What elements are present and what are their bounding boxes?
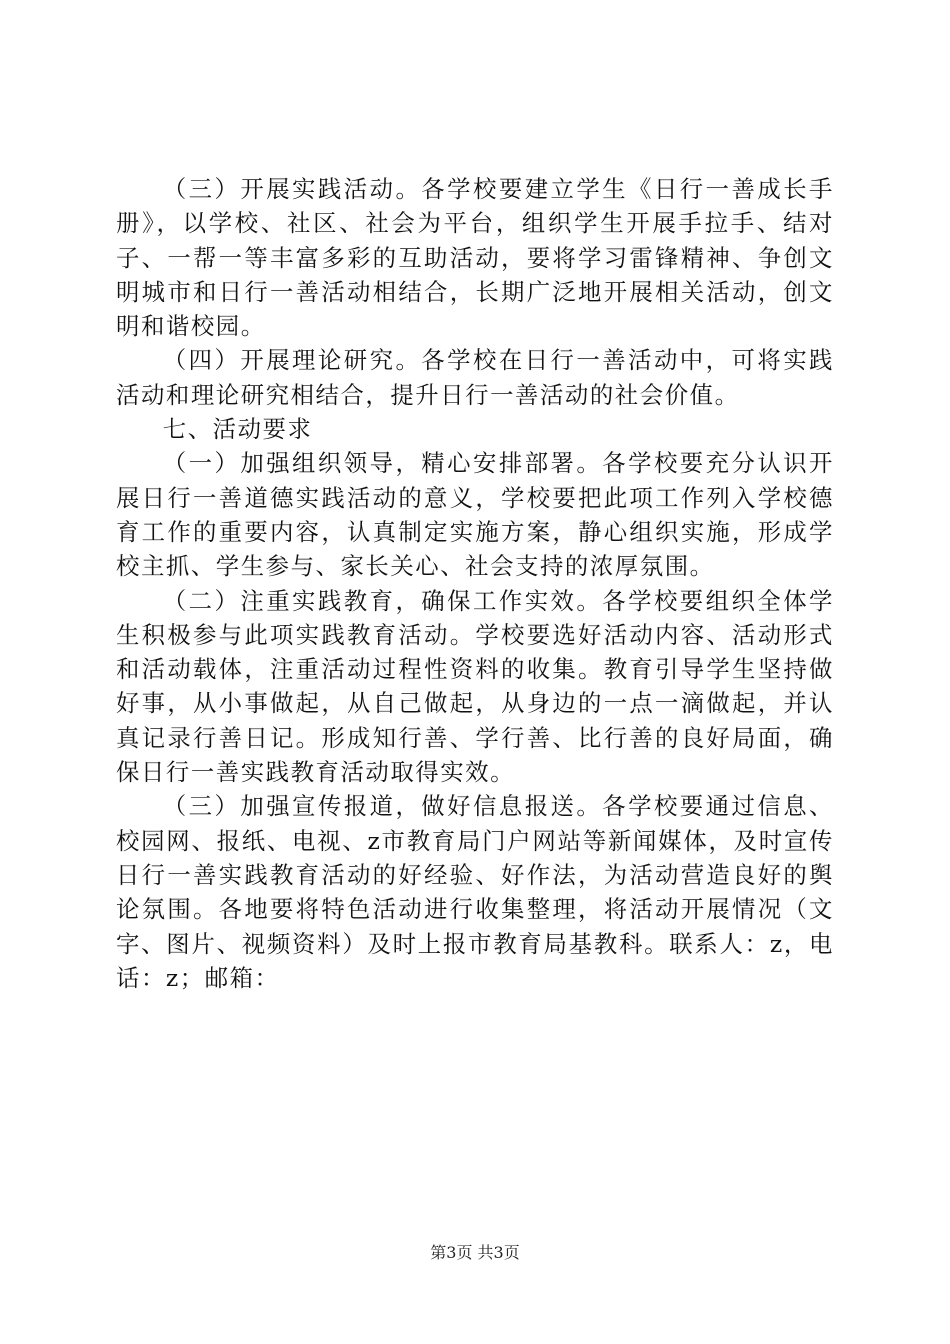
paragraph-theory-research: （四）开展理论研究。各学校在日行一善活动中，可将实践活动和理论研究相结合，提升日行一善活动的社会价值。: [116, 346, 834, 409]
paragraph-practice-education: （二）注重实践教育，确保工作实效。各学校要组织全体学生积极参与此项实践教育活动。学校要选好活动内容、活动形式和活动载体，注重活动过程性资料的收集。教育引导学生坚持做好事，从小事做起，从自己做起，从身边的一点一滴做起，并认真记录行善日记。形成知行善、学行善、比行善的良好局面，确保日行一善实践教育活动取得实效。: [116, 586, 834, 787]
document-body: [116, 172, 834, 995]
paragraph-practice-activities: （三）开展实践活动。各学校要建立学生《日行一善成长手册》，以学校、社区、社会为平台，组织学生开展手拉手、结对子、一帮一等丰富多彩的互助活动，要将学习雷锋精神、争创文明城市和日行一善活动相结合，长期广泛地开展相关活动，创文明和谐校园。: [116, 175, 834, 341]
paragraph-publicity-reporting: （三）加强宣传报道，做好信息报送。各学校要通过信息、校园网、报纸、电视、z市教育局门户网站等新闻媒体，及时宣传日行一善实践教育活动的好经验、好作法，为活动营造良好的舆论氛围。各地要将特色活动进行收集整理，将活动开展情况（文字、图片、视频资料）及时上报市教育局基教科。联系人：z，电话：z；邮箱：: [116, 792, 834, 992]
paragraph-organization-leadership: （一）加强组织领导，精心安排部署。各学校要充分认识开展日行一善道德实践活动的意义，学校要把此项工作列入学校德育工作的重要内容，认真制定实施方案，静心组织实施，形成学校主抓、学生参与、家长关心、社会支持的浓厚氛围。: [116, 449, 834, 581]
page-number-footer: 第3页 共3页: [430, 1243, 520, 1262]
section-heading-requirements: 七、活动要求: [162, 415, 313, 444]
